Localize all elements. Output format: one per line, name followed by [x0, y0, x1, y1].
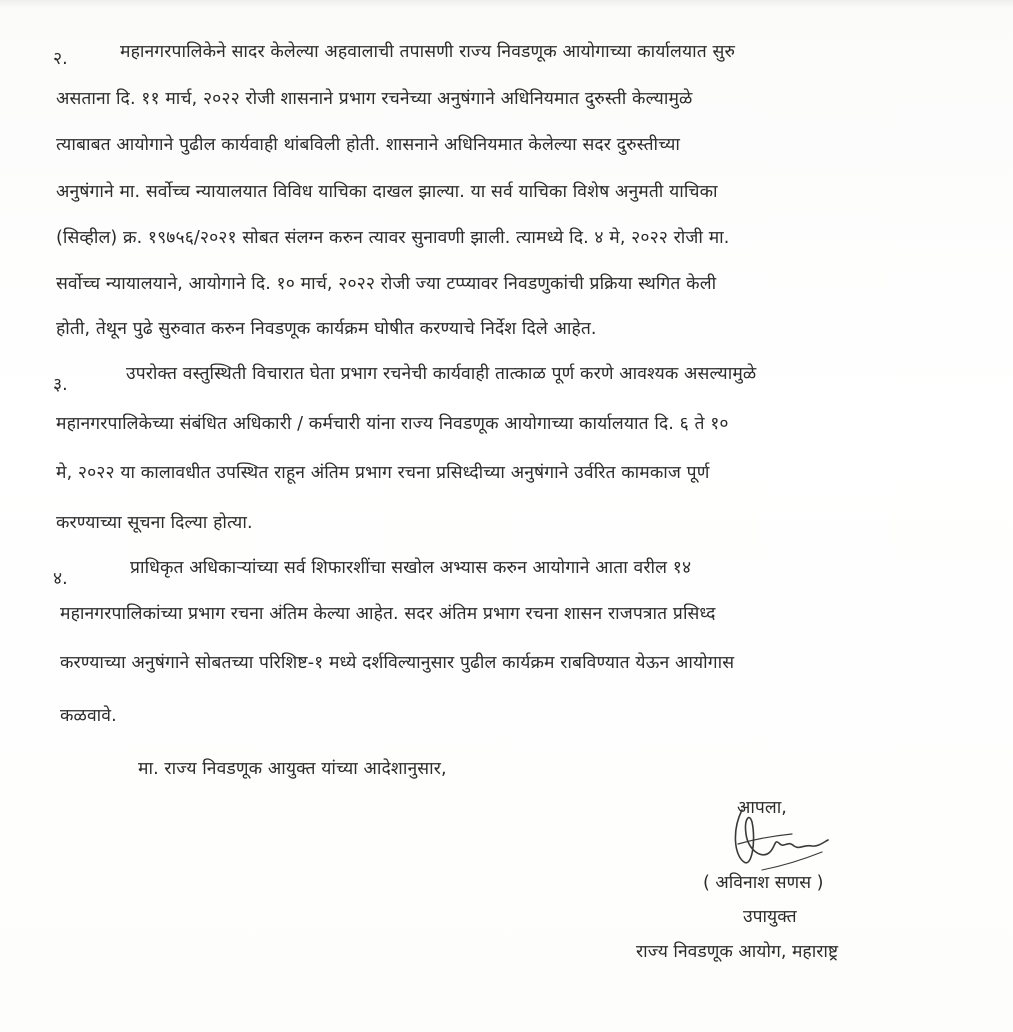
para-3-line-1: उपरोक्त वस्तुस्थिती विचारात घेता प्रभाग रचनेची कार्यवाही तात्काळ पूर्ण करणे आवश्यक असल्यामुळे	[126, 364, 757, 384]
office-name: राज्य निवडणूक आयोग, महाराष्ट्र	[636, 942, 839, 962]
designation: उपायुक्त	[743, 907, 797, 927]
para-4-line-1: प्राधिकृत अधिकाऱ्यांच्या सर्व शिफारशींचा सखोल अभ्यास करुन आयोगाने आता वरील १४	[130, 558, 692, 578]
para-2-line-5: (सिव्हील) क्र. १९७५६/२०२१ सोबत संलग्न करुन त्यावर सुनावणी झाली. त्यामध्ये दि. ४ मे, २०२२ रोजी मा.	[56, 228, 730, 248]
para-2-line-7: होती, तेथून पुढे सुरुवात करुन निवडणूक कार्यक्रम घोषीत करण्याचे निर्देश दिले आहेत.	[56, 319, 597, 339]
para-3-line-4: करण्याच्या सूचना दिल्या होत्या.	[56, 513, 253, 533]
signatory-name: ( अविनाश सणस )	[703, 873, 824, 893]
para-2-line-3: त्याबाबत आयोगाने पुढील कार्यवाही थांबविली होती. शासनाने अधिनियमात केलेल्या सदर दुरुस्तीच्या	[56, 135, 681, 155]
para-4-number: ४.	[53, 569, 68, 589]
para-4-line-2: महानगरपालिकांच्या प्रभाग रचना अंतिम केल्या आहेत. सदर अंतिम प्रभाग रचना शासन राजपत्रात प्रसिध्द	[60, 604, 716, 624]
para-3-number: ३.	[53, 375, 68, 395]
para-4-line-4: कळवावे.	[60, 706, 117, 726]
closing-text: आपला,	[737, 798, 787, 818]
para-4-line-3: करण्याच्या अनुषंगाने सोबतच्या परिशिष्ट-१ मध्ये दर्शविल्यानुसार पुढील कार्यक्रम राबविण्यात येऊन आयोगास	[60, 653, 735, 673]
order-line: मा. राज्य निवडणूक आयुक्त यांच्या आदेशानुसार,	[138, 759, 447, 779]
para-2-line-4: अनुषंगाने मा. सर्वोच्च न्यायालयात विविध याचिका दाखल झाल्या. या सर्व याचिका विशेष अनुमती याचिका	[56, 182, 718, 202]
para-3-line-3: मे, २०२२ या कालावधीत उपस्थित राहून अंतिम प्रभाग रचना प्रसिध्दीच्या अनुषंगाने उर्वरित कामकाज पूर्ण	[56, 463, 710, 483]
para-2-line-6: सर्वोच्च न्यायालयाने, आयोगाने दि. १० मार्च, २०२२ रोजी ज्या टप्प्यावर निवडणुकांची प्रक्रिया स्थगित केली	[56, 274, 717, 294]
paper-edge-shadow	[0, 0, 1013, 8]
para-3-line-2: महानगरपालिकेच्या संबंधित अधिकारी / कर्मचारी यांना राज्य निवडणूक आयोगाच्या कार्यालयात दि. ६ ते १०	[56, 414, 729, 434]
signature-scribble	[722, 800, 842, 880]
para-2-number: २.	[53, 49, 68, 69]
para-2-line-1: महानगरपालिकेने सादर केलेल्या अहवालाची तपासणी राज्य निवडणूक आयोगाच्या कार्यालयात सुरु	[120, 42, 736, 62]
para-2-line-2: असताना दि. ११ मार्च, २०२२ रोजी शासनाने प्रभाग रचनेच्या अनुषंगाने अधिनियमात दुरुस्ती केल्यामुळे	[56, 89, 693, 109]
